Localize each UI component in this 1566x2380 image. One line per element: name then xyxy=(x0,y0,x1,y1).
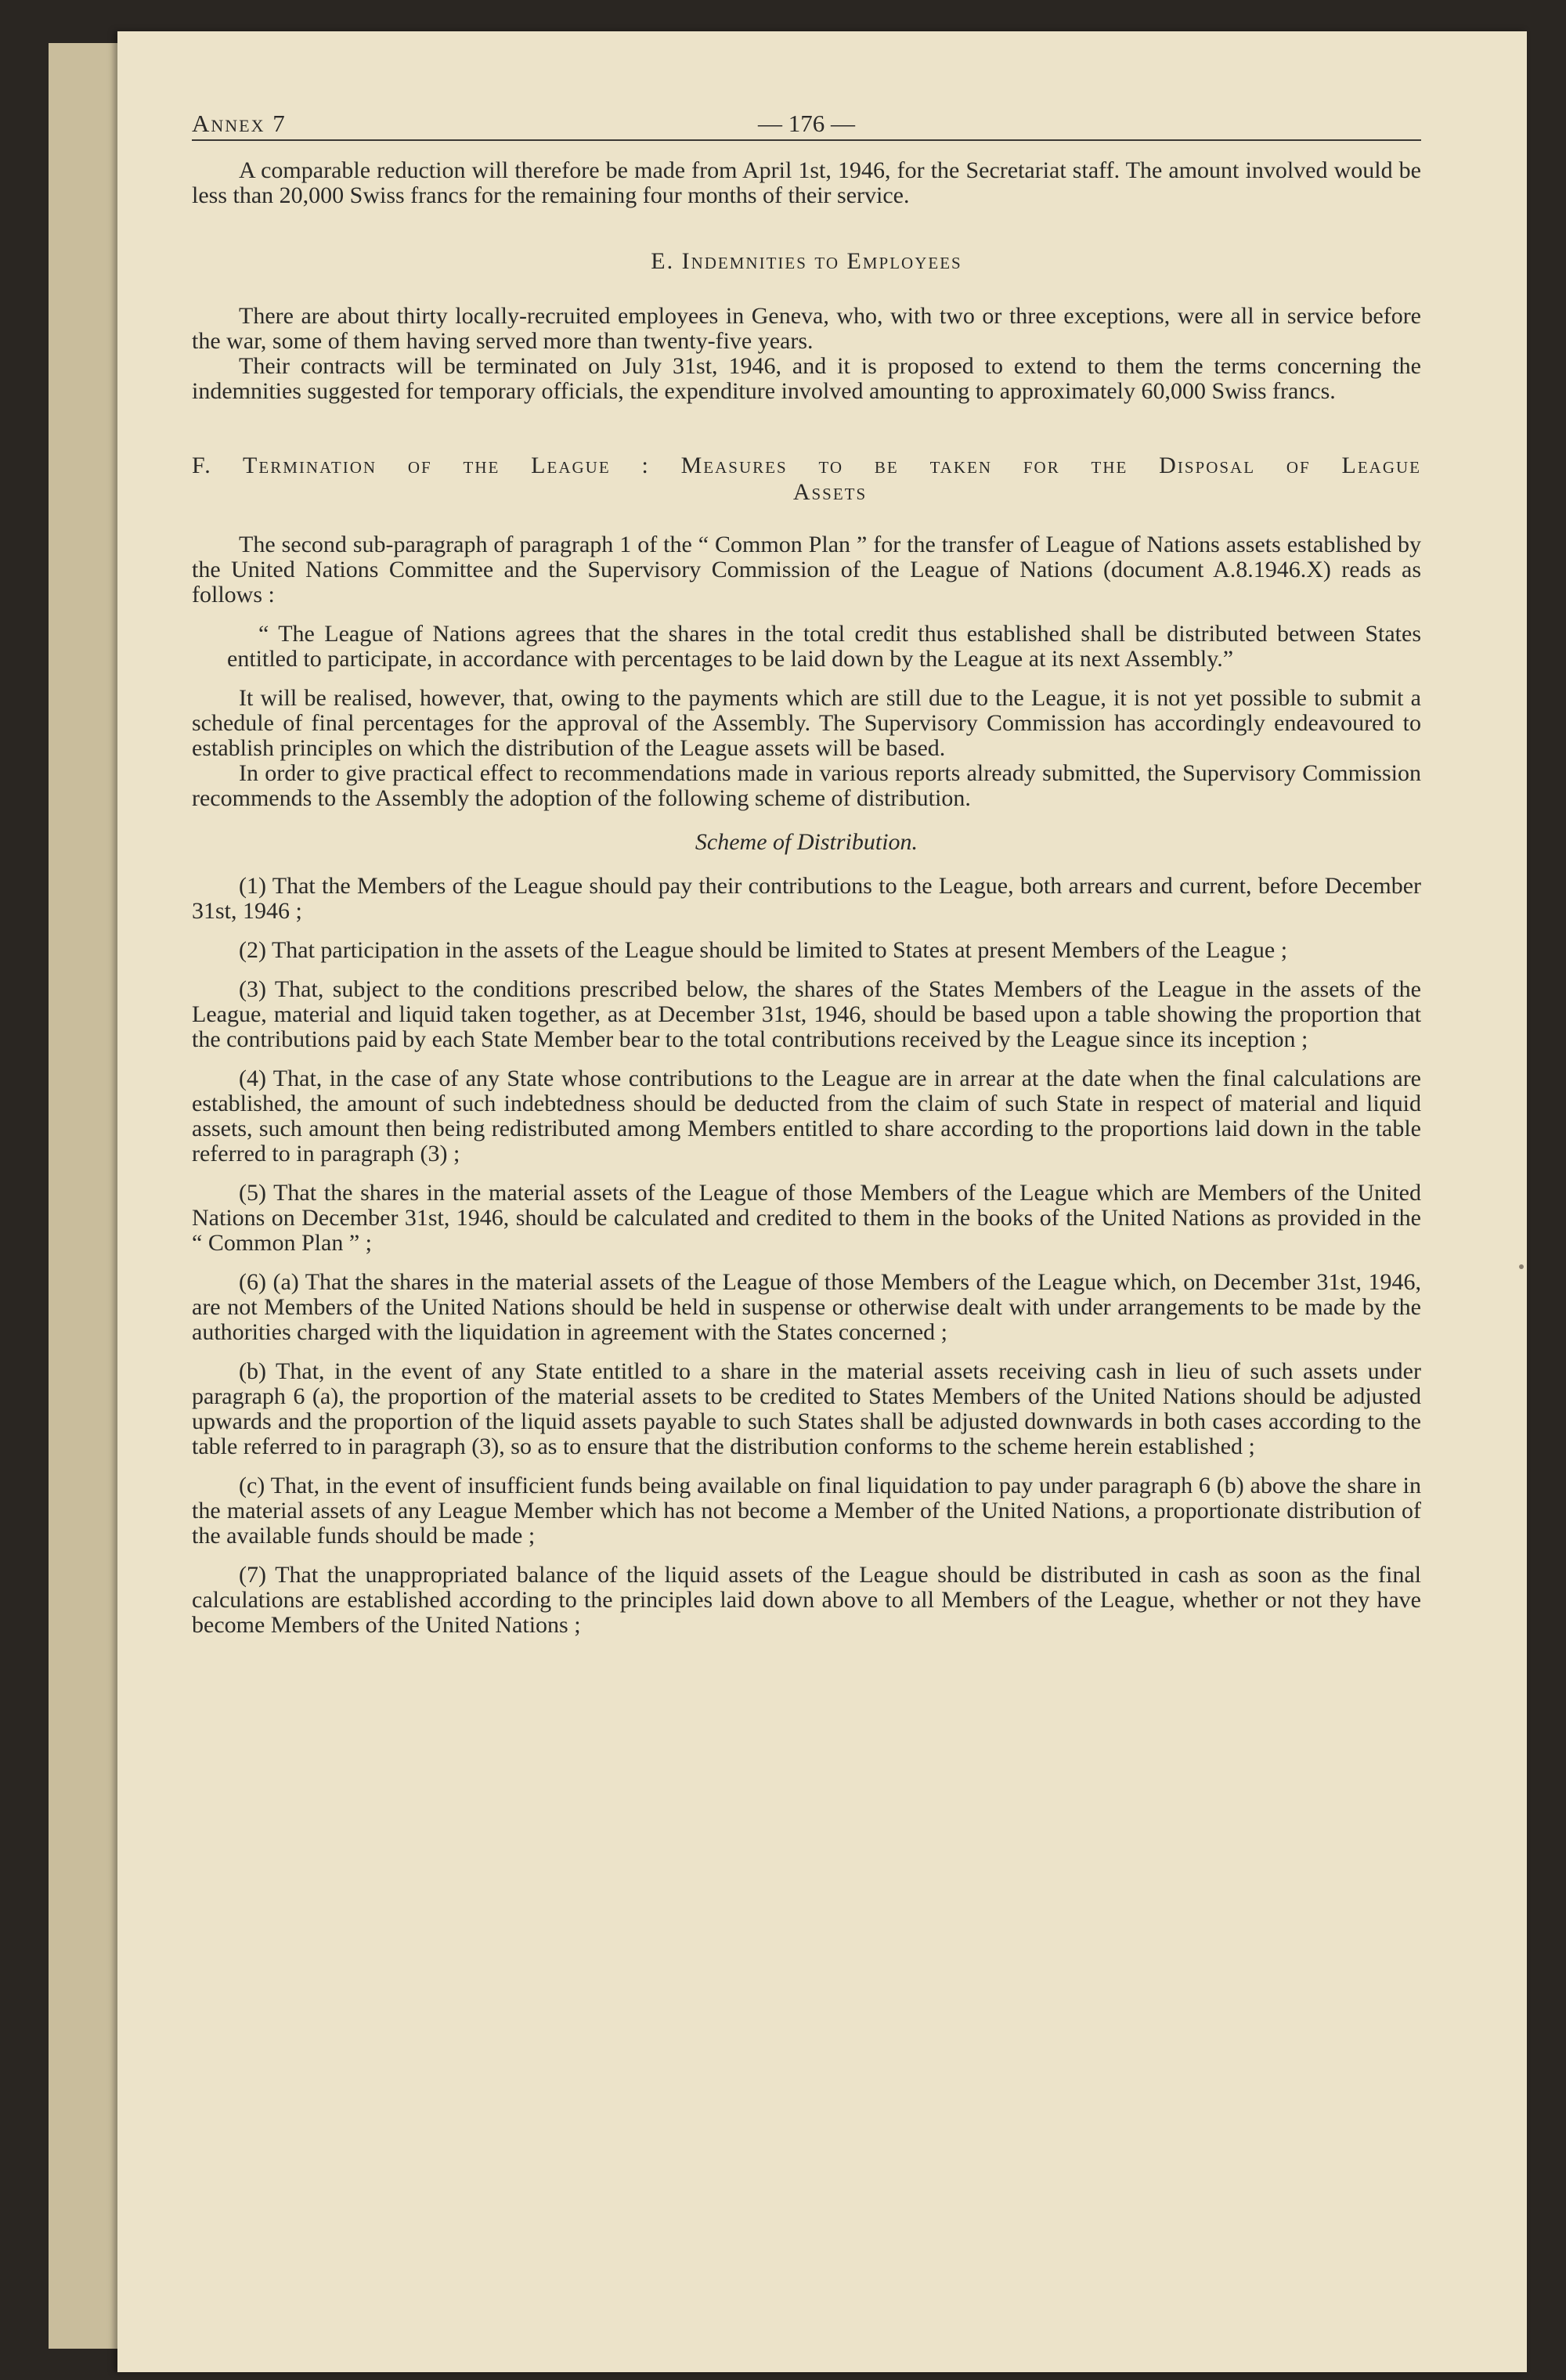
intro-paragraph: A comparable reduction will therefore be made from April 1st, 1946, for the Secretariat staff. The amount involved would be less than 20,000 Swiss francs for the remaining four months of their service. xyxy=(192,157,1421,208)
scheme-item-3: (3) That, subject to the conditions prescribed below, the shares of the States Members of the League in the assets of the League, material and liquid taken together, as at December 31st, 1946, should be based upon a table showing the proportion that the contributions paid by each State Member bear to the total contributions received by the League since its inception ; xyxy=(192,976,1421,1052)
page-stack-edge xyxy=(66,43,85,2349)
section-f-heading-line-2: Assets xyxy=(792,479,868,505)
section-e-paragraph-2: Their contracts will be terminated on July 31st, 1946, and it is proposed to extend to them the terms concerning the indemnities suggested for temporary officials, the expenditure involved amounting to approximately 60,000 Swiss francs. xyxy=(192,353,1421,404)
section-e-paragraph-1: There are about thirty locally-recruited employees in Geneva, who, with two or three exceptions, were all in service before the war, some of them having served more than twenty-five years. xyxy=(192,303,1421,354)
scheme-item-6b: (b) That, in the event of any State entitled to a share in the material assets receiving cash in lieu of such assets under paragraph 6 (a), the proportion of the material assets to be credited to States Members of the United Nations should be adjusted upwards and the proportion of the liquid assets payable to such States shall be adjusted downwards in both cases according to the table referred to in paragraph (3), so as to ensure that the distribution conforms to the scheme herein established ; xyxy=(192,1358,1421,1459)
section-f-paragraph-2: It will be realised, however, that, owing to the payments which are still due to the League, it is not yet possible to submit a schedule of final percentages for the approval of the Assembly. The Supervisory Commission has accordingly endeavoured to establish principles on which the distribution of the League assets will be based. xyxy=(192,685,1421,761)
section-f-heading-line-1: F. Termination of the League : Measures to be taken for the Disposal of League xyxy=(192,453,1421,478)
running-header xyxy=(192,102,1421,141)
annex-label: Annex 7 xyxy=(192,110,287,137)
section-f-paragraph-1: The second sub-paragraph of paragraph 1 of the “ Common Plan ” for the transfer of League of Nations assets established by the United Nations Committee and the Supervisory Commission of the League of Nations (document A.8.1946.X) reads as follows : xyxy=(192,532,1421,608)
scheme-heading: Scheme of Distribution. xyxy=(695,829,918,855)
page-stack-edge xyxy=(100,43,119,2349)
scheme-item-4: (4) That, in the case of any State whose contributions to the League are in arrear at the date when the final calculations are established, the amount of such indebtedness should be deducted from the claim of such State in respect of material and liquid assets, such amount then being redistributed among Members entitled to share according to the proportions laid down in the table referred to in paragraph (3) ; xyxy=(192,1066,1421,1167)
section-e-heading: E. Indemnities to Employees xyxy=(651,248,962,274)
page-stack-edge xyxy=(49,43,67,2349)
scheme-item-1: (1) That the Members of the League should pay their contributions to the League, both arrears and current, before December 31st, 1946 ; xyxy=(192,873,1421,924)
section-f-paragraph-3: In order to give practical effect to recommendations made in various reports already submitted, the Supervisory Commission recommends to the Assembly the adoption of the following scheme of distribution. xyxy=(192,760,1421,811)
scheme-item-6c: (c) That, in the event of insufficient funds being available on final liquidation to pay under paragraph 6 (b) above the share in the material assets of any League Member which has not become a Member of the United Nations, a proportionate distribution of the available funds should be made ; xyxy=(192,1473,1421,1549)
section-f-heading xyxy=(192,453,1421,506)
page-stack-edge xyxy=(83,43,102,2349)
page-content xyxy=(192,102,1421,1638)
scheme-item-7: (7) That the unappropriated balance of the liquid assets of the League should be distributed in cash as soon as the final calculations are established according to the principles laid down above to all Members of the League, whether or not they have become Members of the United Nations ; xyxy=(192,1562,1421,1638)
paper-speck xyxy=(1519,1264,1524,1269)
scheme-item-5: (5) That the shares in the material assets of the League of those Members of the League which are Members of the United Nations on December 31st, 1946, should be calculated and credited to them in the books of the United Nations as provided in the “ Common Plan ” ; xyxy=(192,1180,1421,1256)
scheme-item-2: (2) That participation in the assets of the League should be limited to States at present Members of the League ; xyxy=(239,937,1288,963)
common-plan-quote: “ The League of Nations agrees that the shares in the total credit thus established shall be distributed between States entitled to participate, in accordance with percentages to be laid down by the League at its next Assembly.” xyxy=(227,621,1421,672)
page-number: — 176 — xyxy=(758,110,855,137)
scheme-item-6a: (6) (a) That the shares in the material assets of the League of those Members of the League which, on December 31st, 1946, are not Members of the United Nations should be held in suspense or otherwise dealt with under arrangements to be made by the authorities charged with the liquidation in agreement with the States concerned ; xyxy=(192,1269,1421,1345)
